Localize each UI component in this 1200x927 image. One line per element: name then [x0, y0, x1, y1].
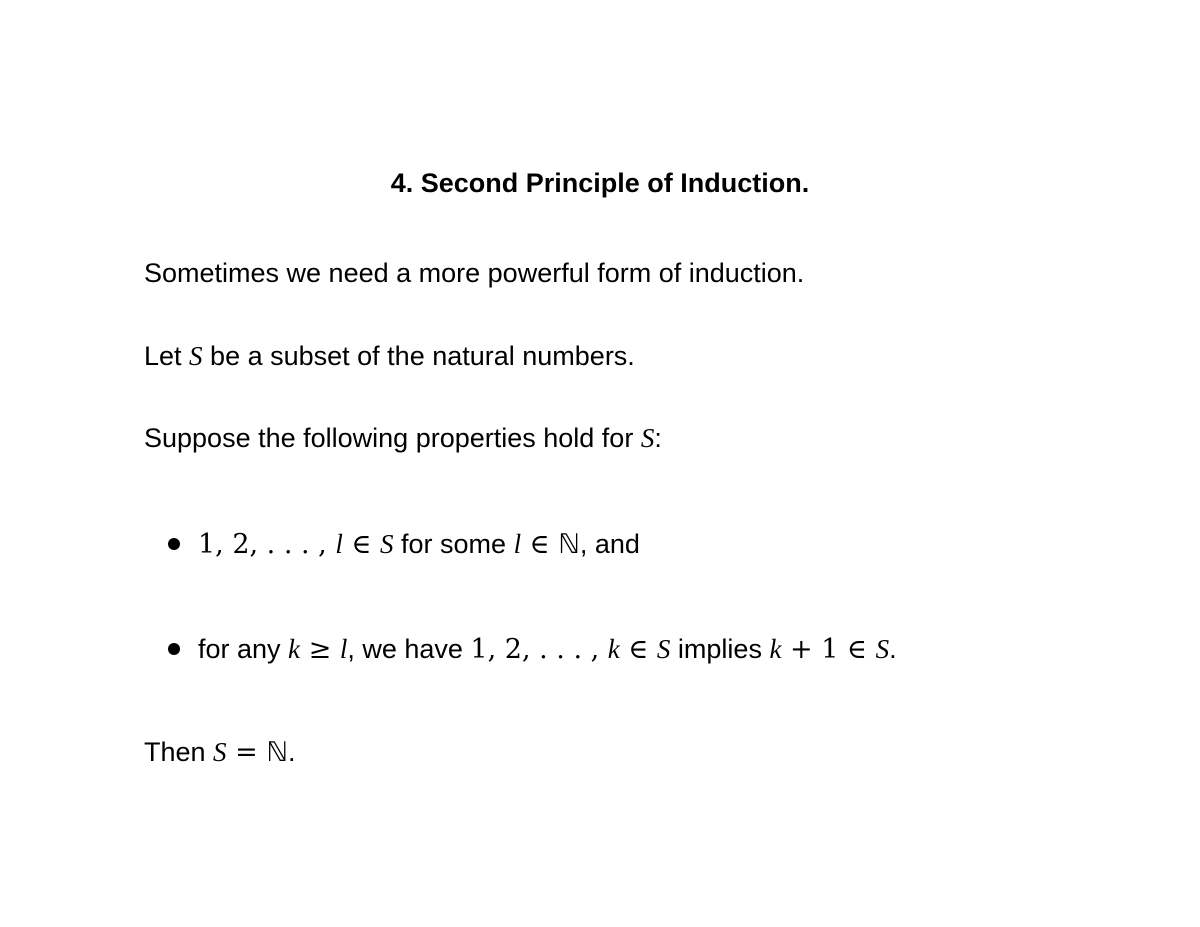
- subset-sentence: [144, 339, 635, 373]
- text: :: [654, 423, 662, 453]
- text: , we have: [347, 634, 471, 664]
- set-symbol: S: [189, 341, 203, 371]
- text: implies: [670, 634, 770, 664]
- text: for any: [198, 634, 289, 664]
- text: Then: [144, 737, 214, 767]
- bullet-icon: [168, 643, 180, 655]
- text: Let: [144, 341, 190, 371]
- set-symbol: S: [380, 529, 394, 559]
- math-var: k: [607, 634, 620, 664]
- bullet-icon: [168, 538, 180, 550]
- math-var: k: [769, 634, 782, 664]
- intro-sentence: Sometimes we need a more powerful form of induction.: [144, 258, 805, 288]
- slide-title: 4. Second Principle of Induction.: [390, 168, 810, 198]
- math-rel: ≥: [300, 634, 340, 665]
- list-item: [168, 527, 640, 562]
- math-rel: ∈: [342, 529, 381, 560]
- math-var: l: [513, 529, 522, 559]
- math-var: k: [288, 634, 301, 664]
- set-symbol: S: [640, 423, 655, 453]
- math-rel: ∈: [619, 634, 657, 665]
- set-symbol: S: [213, 737, 227, 767]
- math: + 1 ∈: [781, 634, 876, 665]
- math: 1, 2, . . . ,: [470, 634, 608, 665]
- properties-sentence: [144, 421, 662, 455]
- text: for some: [393, 529, 514, 559]
- text: , and: [579, 529, 640, 559]
- text: .: [287, 737, 296, 767]
- set-symbol: S: [656, 634, 671, 664]
- math-rel: =: [226, 737, 267, 768]
- naturals-symbol: ℕ: [558, 529, 580, 560]
- set-symbol: S: [875, 634, 890, 664]
- math-var: l: [339, 634, 348, 664]
- text: Suppose the following properties hold for: [144, 423, 641, 453]
- conclusion-sentence: [144, 735, 295, 770]
- math-rel: ∈: [521, 529, 559, 560]
- text: be a subset of the natural numbers.: [202, 341, 635, 371]
- list-item: [168, 632, 897, 667]
- text: .: [889, 634, 897, 664]
- naturals-symbol: ℕ: [266, 737, 288, 768]
- math-var: l: [335, 529, 343, 559]
- math: 1, 2, . . . ,: [198, 529, 336, 560]
